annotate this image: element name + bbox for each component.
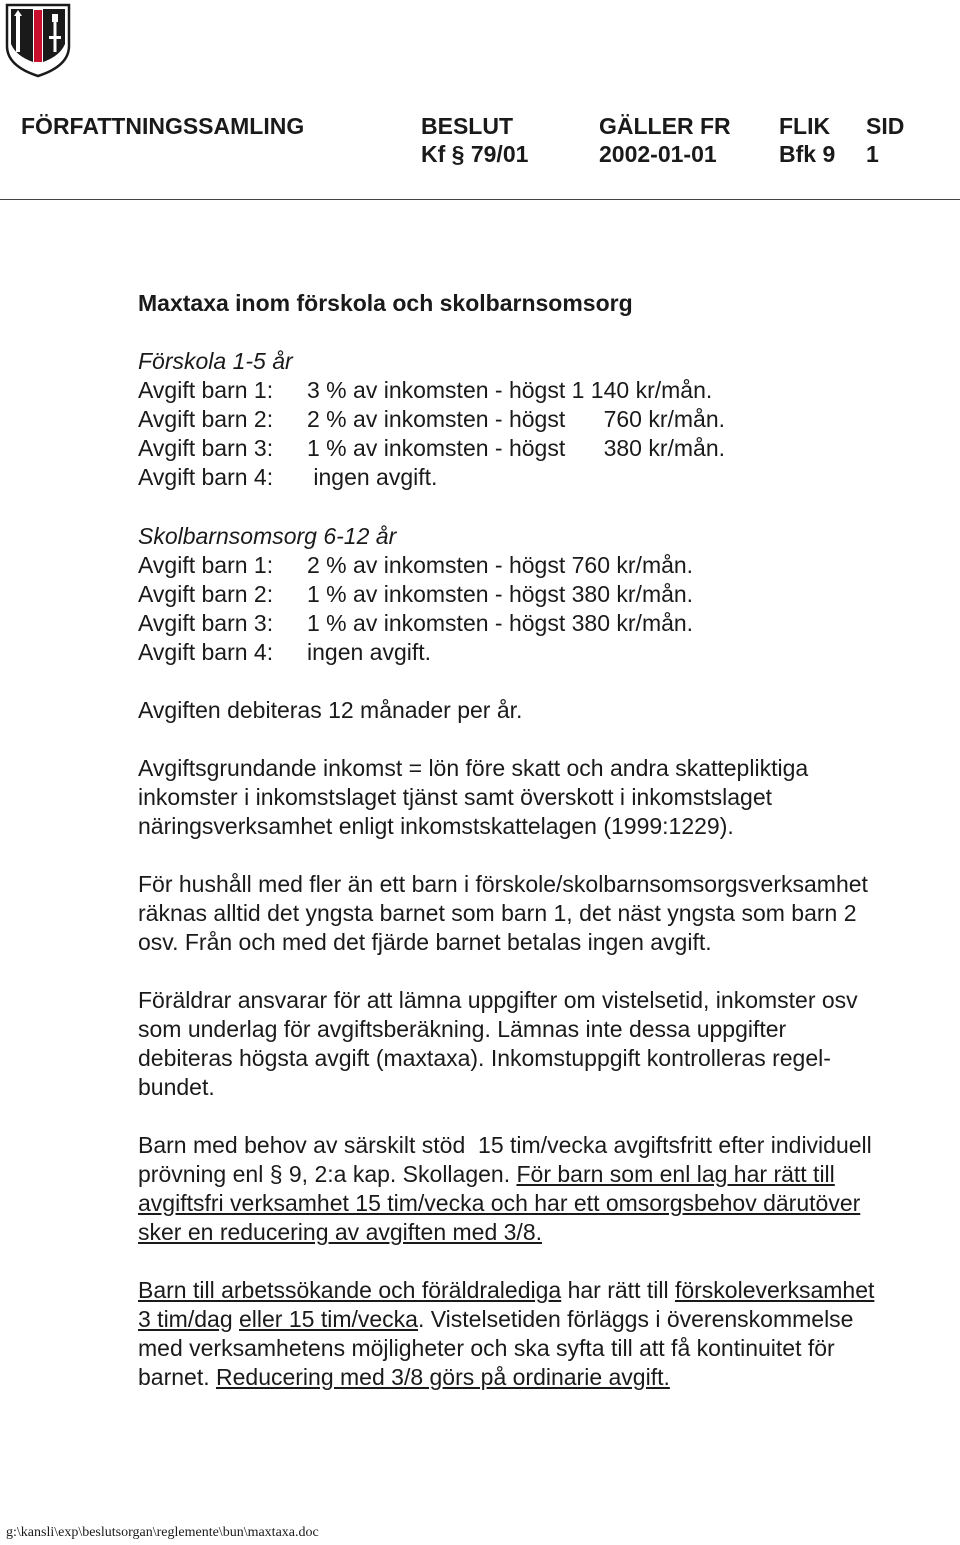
header-valid-from-value: 2002-01-01 — [599, 141, 717, 167]
fee-label: Avgift barn 3: — [138, 610, 274, 636]
underlined-text: Barn till arbetssökande och föräldralediga — [138, 1277, 562, 1303]
paragraph-line: räknas alltid det yngsta barnet som barn 1, det näst yngsta som barn 2 — [138, 900, 857, 926]
schoolcare-fee-row — [138, 638, 953, 667]
header-collection-label: FÖRFATTNINGSSAMLING — [21, 113, 305, 139]
header-decision-value: Kf § 79/01 — [421, 141, 529, 167]
fee-text: 2 % av inkomsten - högst — [307, 406, 566, 432]
income-paragraph — [138, 754, 953, 841]
fee-label: Avgift barn 3: — [138, 435, 274, 461]
underlined-text: förskoleverksamhet — [674, 1277, 875, 1303]
fee-label: Avgift barn 1: — [138, 552, 274, 578]
text-run: har rätt till — [561, 1277, 675, 1303]
fee-amount: 1 140 kr/mån. — [571, 377, 713, 403]
fee-text: 1 % av inkomsten - högst — [307, 435, 566, 461]
header-tab-value: Bfk 9 — [779, 141, 836, 167]
paragraph-line: Avgiftsgrundande inkomst = lön före skatt och andra skattepliktiga — [138, 755, 809, 781]
preschool-fee-row — [138, 376, 953, 405]
jobseekers-paragraph — [138, 1276, 953, 1392]
preschool-fee-row — [138, 463, 953, 492]
header-decision-label: BESLUT — [421, 113, 513, 139]
schoolcare-heading: Skolbarnsomsorg 6-12 år — [138, 523, 397, 549]
preschool-section — [138, 347, 953, 492]
underlined-line: avgiftsfri verksamhet 15 tim/vecka och har ett omsorgsbehov därutöver — [138, 1190, 861, 1216]
paragraph-line: som underlag för avgiftsberäkning. Lämnas inte dessa uppgifter — [138, 1016, 787, 1042]
header-tab-label: FLIK — [779, 113, 831, 139]
parents-paragraph — [138, 986, 953, 1102]
billing-paragraph — [138, 696, 953, 725]
header-page-label: SID — [866, 113, 905, 139]
header-valid-from — [599, 112, 731, 168]
paragraph-line — [138, 1363, 953, 1392]
paragraph-line: näringsverksamhet enligt inkomstskattelagen (1999:1229). — [138, 813, 734, 839]
underlined-text: 3 tim/dag — [138, 1306, 233, 1332]
preschool-fee-row — [138, 405, 953, 434]
fee-text: 1 % av inkomsten - högst 380 kr/mån. — [307, 610, 694, 636]
underlined-line: sker en reducering av avgiften med 3/8. — [138, 1219, 543, 1245]
paragraph-line: Föräldrar ansvarar för att lämna uppgifter om vistelsetid, inkomster osv — [138, 987, 858, 1013]
fee-text: 1 % av inkomsten - högst 380 kr/mån. — [307, 581, 694, 607]
preschool-heading: Förskola 1-5 år — [138, 348, 293, 374]
paragraph-line — [138, 1160, 953, 1189]
header-valid-from-label: GÄLLER FR — [599, 113, 731, 139]
fee-amount: 380 kr/mån. — [603, 435, 726, 461]
paragraph-line: Barn med behov av särskilt stöd 15 tim/vecka avgiftsfritt efter individuell — [138, 1132, 872, 1158]
paragraph-line: osv. Från och med det fjärde barnet betalas ingen avgift. — [138, 929, 712, 955]
paragraph-line: med verksamhetens möjligheter och ska syfta till att få kontinuitet för — [138, 1335, 835, 1361]
schoolcare-section — [138, 522, 953, 667]
paragraph-line: debiteras högsta avgift (maxtaxa). Inkomstuppgift kontrolleras regel- — [138, 1045, 831, 1071]
schoolcare-fee-row — [138, 551, 953, 580]
schoolcare-fee-row — [138, 609, 953, 638]
header-page — [866, 112, 904, 168]
header-decision — [421, 112, 528, 168]
underlined-text: För barn som enl lag har rätt till — [516, 1161, 835, 1187]
paragraph-line — [138, 1305, 953, 1334]
fee-label: Avgift barn 4: — [138, 464, 274, 490]
fee-label: Avgift barn 2: — [138, 581, 274, 607]
text-run: § 9, 2:a kap. Skollagen. — [269, 1161, 517, 1187]
underlined-text: Reducering med 3/8 görs på ordinarie avgift. — [216, 1364, 670, 1390]
billing-text: Avgiften debiteras 12 månader per år. — [138, 697, 523, 723]
fee-text: 2 % av inkomsten - högst 760 kr/mån. — [307, 552, 694, 578]
special-support-paragraph — [138, 1131, 953, 1247]
schoolcare-fee-row — [138, 580, 953, 609]
paragraph-line: inkomster i inkomstslaget tjänst samt överskott i inkomstslaget — [138, 784, 773, 810]
underlined-text: eller 15 tim/vecka — [239, 1306, 418, 1332]
text-run: barnet. — [138, 1364, 216, 1390]
file-path-footer: g:\kansli\exp\beslutsorgan\reglemente\bun\maxtaxa.doc — [6, 1525, 319, 1540]
paragraph-line: För hushåll med fler än ett barn i förskole/skolbarnsomsorgsverksamhet — [138, 871, 868, 897]
fee-label: Avgift barn 1: — [138, 377, 274, 403]
preschool-fee-row — [138, 434, 953, 463]
header-tab — [779, 112, 835, 168]
fee-text: ingen avgift. — [307, 464, 438, 490]
paragraph-line: bundet. — [138, 1074, 215, 1100]
text-run: . Vistelsetiden förläggs i överenskommelse — [417, 1306, 854, 1332]
fee-amount: 760 kr/mån. — [603, 406, 726, 432]
header-divider — [0, 199, 960, 200]
fee-label: Avgift barn 2: — [138, 406, 274, 432]
fee-label: Avgift barn 4: — [138, 639, 274, 665]
document-title: Maxtaxa inom förskola och skolbarnsomsorg — [138, 290, 633, 316]
fee-text: ingen avgift. — [307, 639, 432, 665]
fee-text: 3 % av inkomsten - högst — [307, 377, 566, 403]
household-paragraph — [138, 870, 953, 957]
paragraph-line — [138, 1276, 953, 1305]
text-run: prövning enl — [138, 1161, 270, 1187]
coat-of-arms-icon — [4, 2, 72, 78]
header-page-value: 1 — [866, 141, 879, 167]
header-collection — [21, 112, 304, 140]
